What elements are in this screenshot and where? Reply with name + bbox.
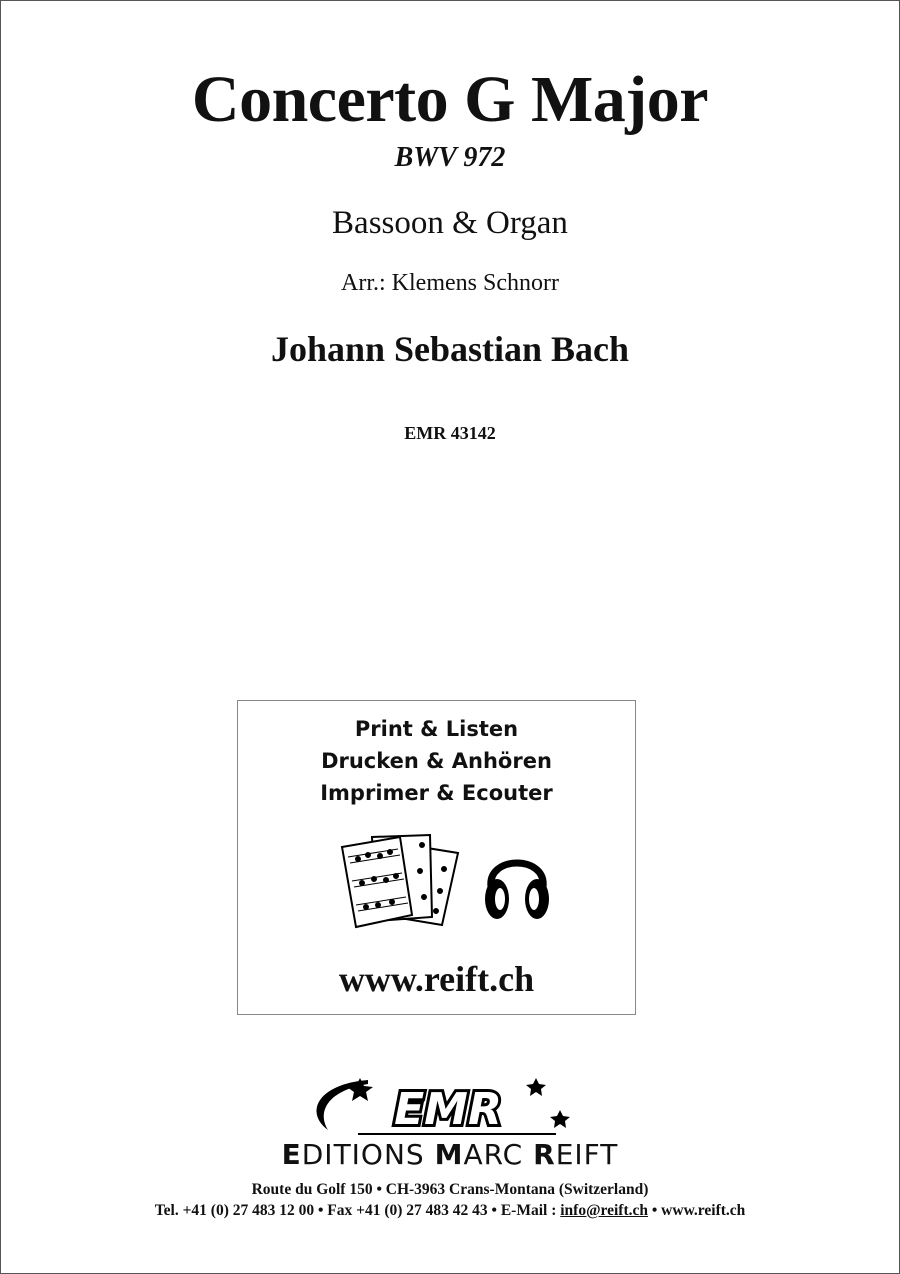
- promo-line-english: Print & Listen: [354, 717, 519, 741]
- email-link[interactable]: info@reift.ch: [560, 1202, 648, 1219]
- headphones-icon: [481, 841, 553, 923]
- edition-code: EMR 43142: [404, 423, 496, 443]
- promo-line-french: Imprimer & Ecouter: [320, 781, 553, 805]
- print-listen-box: [237, 700, 636, 1015]
- sheet-music-icon: [338, 831, 468, 931]
- instrumentation: Bassoon & Organ: [332, 205, 568, 241]
- website-link[interactable]: www.reift.ch: [338, 959, 535, 999]
- emr-logo: [298, 1072, 588, 1140]
- score-title: Concerto G Major: [191, 63, 709, 136]
- contact-phone-fax: Tel. +41 (0) 27 483 12 00 • Fax +41 (0) 27 483 42 43 • E-Mail :: [154, 1202, 561, 1219]
- publisher-address: Route du Golf 150 • CH-3963 Crans-Montana (Switzerland): [251, 1181, 649, 1198]
- promo-line-german: Drucken & Anhören: [321, 749, 552, 773]
- arranger: Arr.: Klemens Schnorr: [341, 270, 559, 296]
- catalog-number: BWV 972: [394, 142, 506, 173]
- publisher-name: EDITIONS MARC REIFT: [281, 1138, 619, 1171]
- emr-logo-text: EMR: [394, 1084, 502, 1135]
- contact-website: • www.reift.ch: [648, 1202, 746, 1219]
- composer: Johann Sebastian Bach: [270, 329, 630, 369]
- publisher-contact: [0, 1202, 900, 1220]
